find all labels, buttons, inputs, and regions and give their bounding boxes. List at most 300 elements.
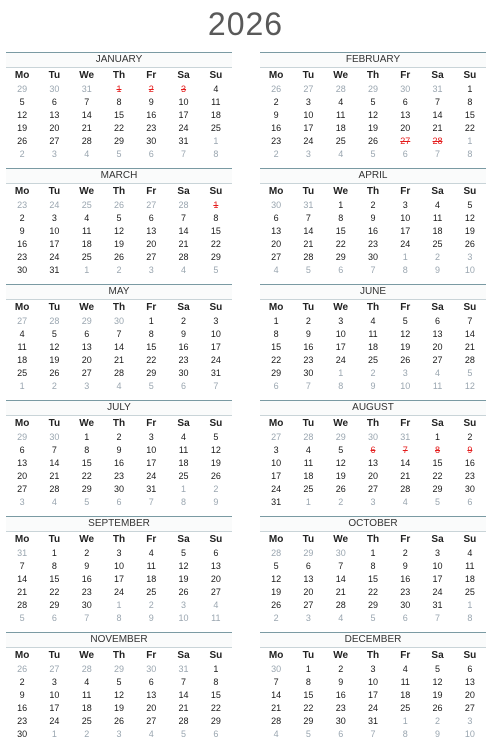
day-cell: 10 xyxy=(49,690,60,700)
weekday-label: We xyxy=(333,418,349,429)
week-row xyxy=(260,573,486,586)
day-cell: 19 xyxy=(271,587,282,597)
week-row xyxy=(260,264,486,277)
day-cell: 4 xyxy=(148,548,154,558)
adjacent-month-day-cell: 31 xyxy=(17,548,28,558)
day-cell: 25 xyxy=(303,484,314,494)
week-row xyxy=(260,109,486,122)
day-cell: 13 xyxy=(367,458,378,468)
day-cell: 18 xyxy=(81,703,92,713)
weekday-label: Mo xyxy=(14,534,30,545)
adjacent-month-day-cell: 4 xyxy=(51,497,57,507)
day-cell: 16 xyxy=(178,342,189,352)
day-cell: 24 xyxy=(113,587,124,597)
day-cell: 10 xyxy=(210,329,221,339)
adjacent-month-day-cell: 5 xyxy=(19,613,25,623)
day-cell: 16 xyxy=(335,690,346,700)
day-cell: 26 xyxy=(178,587,189,597)
adjacent-month-day-cell: 1 xyxy=(402,716,408,726)
weekday-label: Tu xyxy=(48,650,61,661)
day-cell: 4 xyxy=(402,664,408,674)
day-cell: 12 xyxy=(367,110,378,120)
adjacent-month-day-cell: 4 xyxy=(338,613,344,623)
day-cell: 10 xyxy=(271,458,282,468)
day-cell: 15 xyxy=(432,458,443,468)
day-cell: 10 xyxy=(303,110,314,120)
week-row xyxy=(6,264,232,277)
weekday-label: Sa xyxy=(431,302,444,313)
adjacent-month-day-cell: 29 xyxy=(81,316,92,326)
weekday-label: Tu xyxy=(48,70,61,81)
day-cell: 15 xyxy=(335,226,346,236)
weekday-label: We xyxy=(333,534,349,545)
adjacent-month-day-cell: 1 xyxy=(181,484,187,494)
day-cell: 11 xyxy=(400,677,410,687)
weekday-label: Fr xyxy=(400,534,411,545)
day-cell: 8 xyxy=(148,329,154,339)
day-cell: 3 xyxy=(402,200,408,210)
day-cell: 24 xyxy=(367,703,378,713)
week-row xyxy=(260,83,486,96)
day-cell: 4 xyxy=(84,213,90,223)
weekday-label: Mo xyxy=(268,186,284,197)
adjacent-month-day-cell: 7 xyxy=(370,729,376,739)
adjacent-month-day-cell: 9 xyxy=(213,497,219,507)
day-cell: 25 xyxy=(81,716,92,726)
month-name: MARCH xyxy=(6,168,232,184)
day-cell: 21 xyxy=(81,123,92,133)
weekday-label: Sa xyxy=(177,650,190,661)
weekday-header-row xyxy=(6,184,232,199)
day-cell: 18 xyxy=(17,355,28,365)
adjacent-month-day-cell: 26 xyxy=(271,84,282,94)
adjacent-month-day-cell: 2 xyxy=(435,716,441,726)
day-cell: 18 xyxy=(335,123,346,133)
day-cell: 30 xyxy=(178,368,189,378)
weekday-header-row xyxy=(6,416,232,431)
week-row xyxy=(260,444,486,457)
weekday-label: Su xyxy=(209,650,223,661)
day-cell: 23 xyxy=(271,136,282,146)
day-cell: 18 xyxy=(178,458,189,468)
day-cell: 4 xyxy=(370,316,376,326)
day-cell: 17 xyxy=(210,342,221,352)
adjacent-month-day-cell: 9 xyxy=(370,381,376,391)
day-cell: 1 xyxy=(84,432,90,442)
day-cell: 6 xyxy=(19,445,25,455)
adjacent-month-day-cell: 4 xyxy=(435,368,441,378)
day-cell: 18 xyxy=(432,226,443,236)
weekday-label: Th xyxy=(112,650,126,661)
day-cell: 15 xyxy=(210,226,221,236)
day-cell: 24 xyxy=(49,716,60,726)
week-row xyxy=(6,148,232,161)
day-cell: 22 xyxy=(271,355,282,365)
adjacent-month-day-cell: 3 xyxy=(116,729,122,739)
day-cell: 12 xyxy=(432,677,443,687)
day-cell: 5 xyxy=(19,97,25,107)
day-cell: 29 xyxy=(210,716,221,726)
adjacent-month-day-cell: 29 xyxy=(17,84,28,94)
day-cell: 2 xyxy=(467,432,473,442)
week-row xyxy=(260,122,486,135)
weekday-header-row xyxy=(260,416,486,431)
day-cell: 30 xyxy=(367,252,378,262)
day-cell: 1 xyxy=(370,548,376,558)
week-row xyxy=(6,444,232,457)
weekday-label: Th xyxy=(112,302,126,313)
day-cell: 20 xyxy=(303,587,314,597)
day-cell: 6 xyxy=(148,677,154,687)
adjacent-month-day-cell: 7 xyxy=(305,381,311,391)
day-cell: 3 xyxy=(51,213,57,223)
month-table xyxy=(6,68,232,161)
day-cell: 23 xyxy=(400,587,411,597)
day-cell: 11 xyxy=(465,561,475,571)
day-cell: 23 xyxy=(113,471,124,481)
day-cell: 10 xyxy=(400,213,411,223)
adjacent-month-day-cell: 6 xyxy=(213,729,219,739)
week-row xyxy=(6,612,232,625)
week-row xyxy=(6,663,232,676)
day-cell: 28 xyxy=(271,716,282,726)
day-cell: 19 xyxy=(113,703,124,713)
day-cell: 25 xyxy=(17,368,28,378)
day-cell: 1 xyxy=(273,316,279,326)
week-row xyxy=(260,612,486,625)
day-cell: 25 xyxy=(210,123,221,133)
weekday-label: Fr xyxy=(146,302,157,313)
day-cell: 20 xyxy=(146,703,157,713)
day-cell: 7 xyxy=(84,97,90,107)
day-cell: 27 xyxy=(432,355,443,365)
month-table xyxy=(260,416,486,509)
day-cell: 29 xyxy=(271,368,282,378)
week-row xyxy=(260,663,486,676)
adjacent-month-day-cell: 1 xyxy=(338,368,344,378)
day-cell: 26 xyxy=(17,136,28,146)
day-cell: 21 xyxy=(303,239,314,249)
day-cell: 10 xyxy=(113,561,124,571)
week-row xyxy=(6,96,232,109)
weekday-label: Tu xyxy=(302,534,315,545)
day-cell: 5 xyxy=(51,329,57,339)
day-cell: 8 xyxy=(84,445,90,455)
day-cell: 29 xyxy=(367,600,378,610)
adjacent-month-day-cell: 31 xyxy=(178,664,189,674)
day-cell: 11 xyxy=(303,458,314,468)
day-cell: 28 xyxy=(81,136,92,146)
day-cell: 21 xyxy=(113,355,124,365)
day-cell: 5 xyxy=(467,200,473,210)
adjacent-month-day-cell: 3 xyxy=(148,265,154,275)
adjacent-month-day-cell: 7 xyxy=(435,613,441,623)
day-cell: 10 xyxy=(146,445,157,455)
weekday-label: Th xyxy=(112,534,126,545)
day-cell: 11 xyxy=(432,213,443,223)
weekday-label: Th xyxy=(112,70,126,81)
day-cell: 27 xyxy=(17,484,28,494)
day-cell: 21 xyxy=(178,239,189,249)
weekday-header-row xyxy=(260,300,486,315)
day-cell: 11 xyxy=(146,561,156,571)
adjacent-month-day-cell: 30 xyxy=(367,432,378,442)
day-cell: 1 xyxy=(435,432,441,442)
day-cell: 17 xyxy=(178,110,189,120)
adjacent-month-day-cell: 4 xyxy=(84,149,90,159)
week-row xyxy=(260,380,486,393)
day-cell: 5 xyxy=(116,213,122,223)
day-cell: 22 xyxy=(81,471,92,481)
week-row xyxy=(6,238,232,251)
week-row xyxy=(6,328,232,341)
day-cell: 16 xyxy=(367,226,378,236)
month-table xyxy=(6,184,232,277)
adjacent-month-day-cell: 31 xyxy=(303,200,314,210)
adjacent-month-day-cell: 10 xyxy=(400,381,411,391)
weekday-label: Tu xyxy=(302,70,315,81)
adjacent-month-day-cell: 3 xyxy=(467,716,473,726)
day-cell: 16 xyxy=(113,458,124,468)
adjacent-month-day-cell: 1 xyxy=(467,136,473,146)
day-cell: 14 xyxy=(400,458,411,468)
day-cell: 13 xyxy=(432,329,443,339)
month-table xyxy=(6,416,232,509)
day-cell: 10 xyxy=(432,561,443,571)
day-cell: 29 xyxy=(146,368,157,378)
day-cell: 19 xyxy=(178,574,189,584)
week-row xyxy=(260,96,486,109)
day-cell: 17 xyxy=(335,342,346,352)
adjacent-month-day-cell: 30 xyxy=(400,84,411,94)
day-cell: 19 xyxy=(432,690,443,700)
holiday-day-cell: 7 xyxy=(402,445,408,455)
month-january xyxy=(6,50,232,166)
day-cell: 19 xyxy=(464,226,475,236)
day-cell: 17 xyxy=(400,226,411,236)
month-table xyxy=(260,300,486,393)
holiday-day-cell: 9 xyxy=(467,445,473,455)
adjacent-month-day-cell: 26 xyxy=(113,200,124,210)
day-cell: 12 xyxy=(400,329,411,339)
weekday-header-row xyxy=(260,184,486,199)
month-name: APRIL xyxy=(260,168,486,184)
week-row xyxy=(6,496,232,509)
adjacent-month-day-cell: 7 xyxy=(370,265,376,275)
adjacent-month-day-cell: 6 xyxy=(338,265,344,275)
month-table xyxy=(6,648,232,741)
adjacent-month-day-cell: 5 xyxy=(181,729,187,739)
day-cell: 16 xyxy=(17,239,28,249)
adjacent-month-day-cell: 31 xyxy=(432,84,443,94)
day-cell: 30 xyxy=(303,368,314,378)
day-cell: 27 xyxy=(146,252,157,262)
day-cell: 18 xyxy=(464,574,475,584)
holiday-day-cell: 28 xyxy=(432,136,443,146)
weekday-label: Sa xyxy=(177,534,190,545)
day-cell: 1 xyxy=(51,548,57,558)
month-august xyxy=(260,398,486,514)
adjacent-month-day-cell: 3 xyxy=(305,613,311,623)
adjacent-month-day-cell: 3 xyxy=(51,149,57,159)
day-cell: 14 xyxy=(271,690,282,700)
day-cell: 12 xyxy=(49,342,60,352)
day-cell: 26 xyxy=(464,239,475,249)
day-cell: 2 xyxy=(116,432,122,442)
day-cell: 15 xyxy=(271,342,282,352)
day-cell: 12 xyxy=(335,458,346,468)
day-cell: 11 xyxy=(178,445,189,455)
week-row xyxy=(6,135,232,148)
adjacent-month-day-cell: 2 xyxy=(84,729,90,739)
day-cell: 2 xyxy=(19,677,25,687)
day-cell: 8 xyxy=(338,213,344,223)
adjacent-month-day-cell: 30 xyxy=(271,200,282,210)
day-cell: 9 xyxy=(370,213,376,223)
day-cell: 18 xyxy=(367,342,378,352)
day-cell: 12 xyxy=(113,226,124,236)
day-cell: 19 xyxy=(17,123,28,133)
day-cell: 2 xyxy=(370,200,376,210)
weekday-header-row xyxy=(6,68,232,83)
day-cell: 16 xyxy=(303,342,314,352)
adjacent-month-day-cell: 8 xyxy=(213,149,219,159)
day-cell: 29 xyxy=(303,716,314,726)
month-november xyxy=(6,630,232,746)
day-cell: 6 xyxy=(467,664,473,674)
adjacent-month-day-cell: 6 xyxy=(402,613,408,623)
month-name: JULY xyxy=(6,400,232,416)
adjacent-month-day-cell: 8 xyxy=(116,613,122,623)
day-cell: 16 xyxy=(464,458,475,468)
week-row xyxy=(260,457,486,470)
adjacent-month-day-cell: 29 xyxy=(113,664,124,674)
adjacent-month-day-cell: 11 xyxy=(432,381,443,391)
adjacent-month-day-cell: 28 xyxy=(178,200,189,210)
weekday-label: Fr xyxy=(146,650,157,661)
day-cell: 9 xyxy=(84,561,90,571)
week-row xyxy=(260,496,486,509)
adjacent-month-day-cell: 10 xyxy=(464,729,475,739)
month-december xyxy=(260,630,486,746)
day-cell: 30 xyxy=(146,136,157,146)
adjacent-month-day-cell: 3 xyxy=(467,252,473,262)
month-march xyxy=(6,166,232,282)
adjacent-month-day-cell: 4 xyxy=(181,265,187,275)
month-name: JANUARY xyxy=(6,52,232,68)
week-row xyxy=(260,547,486,560)
day-cell: 14 xyxy=(81,110,92,120)
day-cell: 26 xyxy=(49,368,60,378)
adjacent-month-day-cell: 27 xyxy=(303,84,314,94)
weekday-label: Mo xyxy=(268,418,284,429)
day-cell: 26 xyxy=(271,600,282,610)
day-cell: 19 xyxy=(335,471,346,481)
adjacent-month-day-cell: 30 xyxy=(113,316,124,326)
day-cell: 13 xyxy=(210,561,221,571)
adjacent-month-day-cell: 9 xyxy=(435,729,441,739)
week-row xyxy=(260,470,486,483)
weekday-label: We xyxy=(79,186,95,197)
month-name: OCTOBER xyxy=(260,516,486,532)
adjacent-month-day-cell: 8 xyxy=(402,265,408,275)
day-cell: 3 xyxy=(51,677,57,687)
adjacent-month-day-cell: 11 xyxy=(211,613,221,623)
day-cell: 6 xyxy=(435,316,441,326)
weekday-label: Tu xyxy=(48,534,61,545)
day-cell: 14 xyxy=(49,458,60,468)
adjacent-month-day-cell: 31 xyxy=(81,84,92,94)
day-cell: 15 xyxy=(49,574,60,584)
weekday-label: Su xyxy=(209,302,223,313)
day-cell: 15 xyxy=(81,458,92,468)
adjacent-month-day-cell: 5 xyxy=(305,265,311,275)
weekday-label: Su xyxy=(463,650,477,661)
adjacent-month-day-cell: 4 xyxy=(148,729,154,739)
adjacent-month-day-cell: 5 xyxy=(467,368,473,378)
weekday-label: Fr xyxy=(146,534,157,545)
day-cell: 22 xyxy=(113,123,124,133)
adjacent-month-day-cell: 6 xyxy=(181,381,187,391)
adjacent-month-day-cell: 6 xyxy=(148,149,154,159)
day-cell: 15 xyxy=(303,690,314,700)
day-cell: 10 xyxy=(49,226,60,236)
day-cell: 15 xyxy=(146,342,157,352)
day-cell: 2 xyxy=(273,97,279,107)
adjacent-month-day-cell: 2 xyxy=(370,368,376,378)
weekday-label: Fr xyxy=(400,186,411,197)
day-cell: 12 xyxy=(464,213,475,223)
day-cell: 28 xyxy=(178,716,189,726)
adjacent-month-day-cell: 7 xyxy=(148,497,154,507)
adjacent-month-day-cell: 1 xyxy=(402,252,408,262)
day-cell: 12 xyxy=(210,445,221,455)
adjacent-month-day-cell: 1 xyxy=(213,136,219,146)
day-cell: 4 xyxy=(338,97,344,107)
day-cell: 29 xyxy=(49,600,60,610)
week-row xyxy=(6,689,232,702)
weekday-label: Th xyxy=(366,186,380,197)
weekday-label: Mo xyxy=(268,70,284,81)
week-row xyxy=(260,341,486,354)
day-cell: 24 xyxy=(271,484,282,494)
adjacent-month-day-cell: 3 xyxy=(181,600,187,610)
week-row xyxy=(260,431,486,444)
day-cell: 6 xyxy=(273,213,279,223)
day-cell: 8 xyxy=(467,97,473,107)
day-cell: 2 xyxy=(305,316,311,326)
week-row xyxy=(6,225,232,238)
day-cell: 7 xyxy=(305,213,311,223)
day-cell: 30 xyxy=(464,484,475,494)
day-cell: 26 xyxy=(113,252,124,262)
weekday-label: Fr xyxy=(400,418,411,429)
day-cell: 3 xyxy=(148,432,154,442)
day-cell: 2 xyxy=(84,548,90,558)
day-cell: 5 xyxy=(402,316,408,326)
adjacent-month-day-cell: 28 xyxy=(49,316,60,326)
day-cell: 16 xyxy=(271,123,282,133)
adjacent-month-day-cell: 5 xyxy=(435,497,441,507)
day-cell: 28 xyxy=(17,600,28,610)
day-cell: 25 xyxy=(178,471,189,481)
day-cell: 30 xyxy=(17,265,28,275)
adjacent-month-day-cell: 7 xyxy=(213,381,219,391)
day-cell: 12 xyxy=(17,110,28,120)
day-cell: 19 xyxy=(367,123,378,133)
weekday-label: Su xyxy=(463,302,477,313)
day-cell: 23 xyxy=(81,587,92,597)
